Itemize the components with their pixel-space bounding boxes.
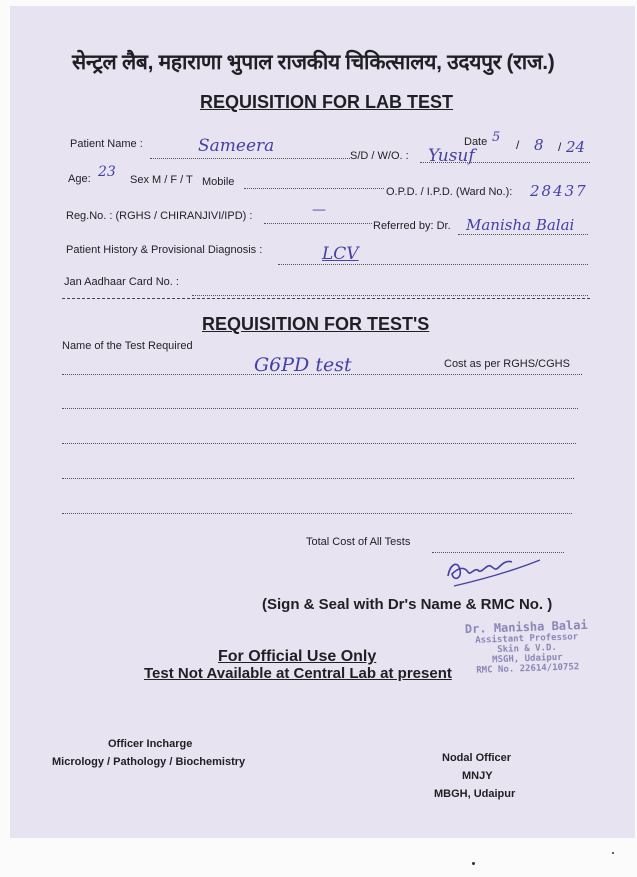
date-slash-1: / [516,138,520,152]
date-day: 5 [492,130,501,145]
nodal-officer-scheme: MNJY [462,770,493,782]
age-label: Age: [68,173,91,185]
test-line-5 [62,513,572,514]
age-value: 23 [98,164,116,180]
stamp-line-2: Skin & V.D. [497,642,558,656]
patient-name-value: Sameera [198,136,275,156]
date-label: Date [464,136,488,148]
doctor-stamp [441,617,613,677]
stamp-line-4: RMC No. 22614/10752 [476,662,580,676]
history-line [278,264,588,265]
history-label: Patient History & Provisional Diagnosis : [66,244,263,256]
mobile-label: Mobile [202,176,235,188]
referred-line [458,234,588,235]
reg-label: Reg.No. : (RGHS / CHIRANJIVI/IPD) : [66,210,253,222]
test-line-4 [62,478,574,479]
date-year: 24 [566,138,586,156]
official-use-note: Test Not Available at Central Lab at present [144,665,452,682]
cost-label: Cost as per RGHS/CGHS [444,358,570,370]
opd-label: O.P.D. / I.P.D. (Ward No.): [386,186,513,198]
sign-seal-label: (Sign & Seal with Dr's Name & RMC No. ) [262,596,553,613]
opd-value: 28437 [530,182,588,200]
nodal-officer-title: Nodal Officer [442,752,512,764]
official-use-title: For Official Use Only [218,648,377,665]
sex-label: Sex M / F / T [130,174,193,186]
reg-line [264,223,372,224]
scan-speck [612,852,614,854]
test-line-3 [62,443,576,444]
doctor-signature [440,546,550,596]
referred-label: Referred by: Dr. [373,220,451,232]
test-value: G6PD test [254,354,352,376]
date-slash-2: / [558,140,562,154]
section-divider [62,298,590,299]
reg-value: — [312,202,326,218]
nodal-officer-hospital: MBGH, Udaipur [434,788,516,800]
history-value: LCV [322,244,359,264]
patient-name-line [150,158,350,159]
test-line-1 [62,374,582,375]
scan-speck [472,862,475,865]
requisition-form [10,6,635,838]
mobile-line [244,188,384,189]
form-title: REQUISITION FOR LAB TEST [200,92,454,112]
aadhaar-line [192,295,588,296]
test-line-2 [62,408,578,409]
aadhaar-label: Jan Aadhaar Card No. : [64,276,179,288]
stamp-line-3: MSGH, Udaipur [492,652,563,666]
stamp-name: Dr. Manisha Balai [464,617,588,637]
officer-incharge-dept: Micrology / Pathology / Biochemistry [52,756,246,768]
sdw-label: S/D / W/O. : [350,150,409,162]
stamp-line-1: Assistant Professor [475,632,579,646]
referred-value: Manisha Balai [466,216,575,234]
total-cost-label: Total Cost of All Tests [306,536,411,548]
tests-title: REQUISITION FOR TEST'S [202,314,430,334]
officer-incharge-title: Officer Incharge [108,738,193,750]
test-name-label: Name of the Test Required [62,340,193,352]
date-month: 8 [534,136,544,154]
sdw-value: Yusuf [428,146,475,166]
patient-name-label: Patient Name : [70,138,143,150]
hindi-title: सेन्ट्रल लैब, महाराणा भुपाल राजकीय चिकित्सालय, उदयपुर (राज.) [72,51,555,74]
